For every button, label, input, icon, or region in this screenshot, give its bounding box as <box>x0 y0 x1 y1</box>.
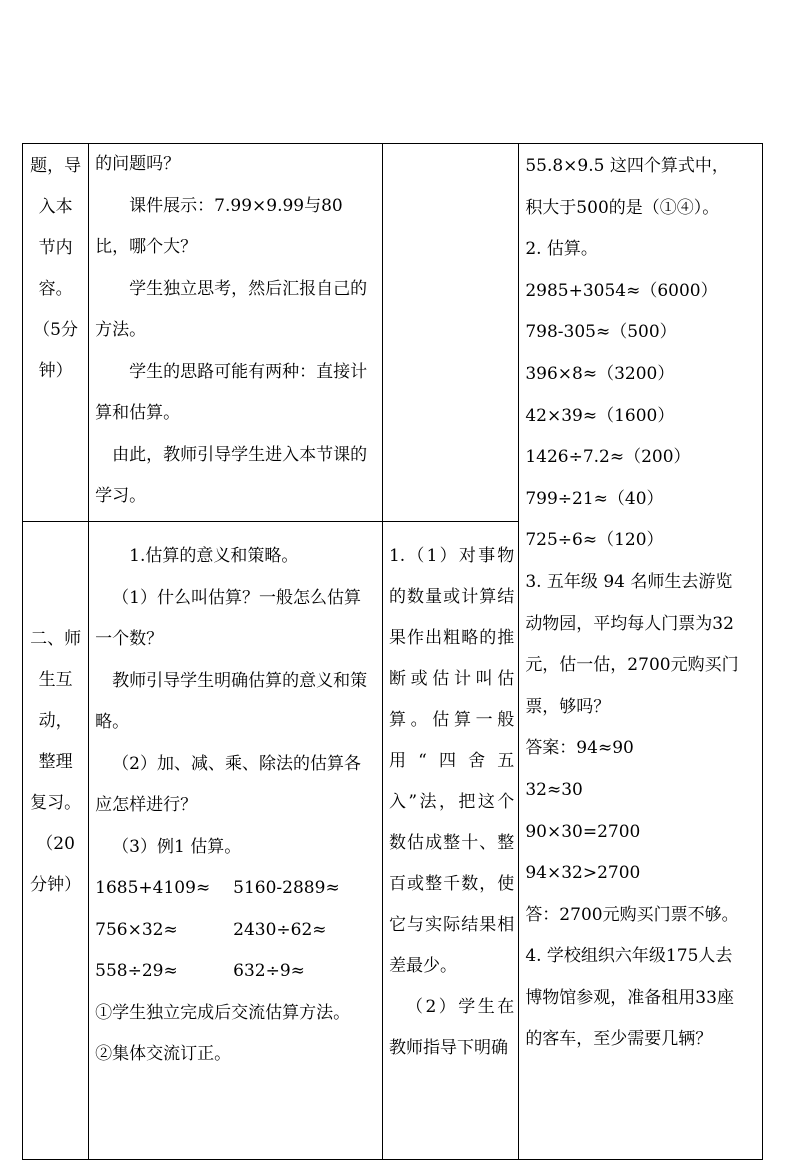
exercise-column <box>519 144 762 1060</box>
empty-cell <box>383 144 518 519</box>
stage-line: 入本 <box>38 197 73 217</box>
stage-line: 节内 <box>38 238 73 258</box>
paragraph: ①学生独立完成后交流估算方法。 <box>95 1002 351 1023</box>
exercise-line: 的客车，至少需要几辆？ <box>525 1029 713 1050</box>
stage-line: （5分 <box>33 320 78 340</box>
expression: 756×32≈ <box>95 919 178 940</box>
activity-text <box>89 522 382 1076</box>
stage-line: 复习。 <box>30 793 82 813</box>
notes-cell <box>382 144 518 522</box>
exercise-line: 32≈30 <box>525 779 583 800</box>
exercise-line: 2. 估算。 <box>525 239 598 260</box>
example-row <box>95 868 376 910</box>
exercise-line: 396×8≈（3200） <box>525 363 675 384</box>
stage-line: 容。 <box>38 279 73 299</box>
stage-line: 分钟） <box>30 875 82 895</box>
exercise-line: 799÷21≈（40） <box>525 488 664 509</box>
paragraph: 的问题吗？ <box>95 154 181 174</box>
exercise-line: 1426÷7.2≈（200） <box>525 447 691 468</box>
exercise-text <box>519 144 742 1060</box>
exercise-line: 2985+3054≈（6000） <box>525 280 718 301</box>
paragraph: 教师引导学生明确估算的意义和策略。 <box>95 670 368 732</box>
paragraph: 由此，教师引导学生进入本节课的学习。 <box>95 444 368 506</box>
exercise-line: 3. 五年级 94 名师生去游览 <box>525 571 733 592</box>
activity-cell <box>89 522 383 1160</box>
example-row <box>95 951 376 993</box>
exercise-line: 55.8×9.5 这四个算式中， <box>525 156 729 176</box>
exercise-line: 答案：94≈90 <box>525 738 634 759</box>
expression: 1685+4109≈ <box>95 878 211 898</box>
paragraph: 课件展示：7.99×9.99与80比，哪个大？ <box>95 195 343 257</box>
exercise-line: 798-305≈（500） <box>525 322 677 343</box>
expression: 5160-2889≈ <box>233 878 340 898</box>
lesson-plan-table <box>22 143 763 1160</box>
activity-cell <box>89 144 383 522</box>
paragraph: 学生独立思考，然后汇报自己的方法。 <box>95 278 368 340</box>
stage-line: 题，导 <box>30 156 82 176</box>
paragraph: 学生的思路可能有两种：直接计算和估算。 <box>95 361 368 423</box>
exercise-cell <box>519 144 763 1160</box>
exercise-line: 动物园，平均每人门票为32 <box>525 613 734 634</box>
stage-line: 二、师 <box>30 629 82 649</box>
example-row <box>95 910 376 952</box>
paragraph: 1.（1）对事物的数量或计算结果作出粗略的推断或估计叫估算。估算一般用“四舍五入”法，把这个数估成整十、整百或整千数，使它与实际结果相差最少。 <box>388 546 515 976</box>
stage-line: 钟） <box>38 361 73 381</box>
exercise-line: 积大于500的是（①④）。 <box>525 197 720 218</box>
stage-line: 动， <box>38 711 73 731</box>
table-row <box>23 144 763 522</box>
stage-label <box>23 522 88 1159</box>
stage-line: （20 <box>36 834 75 854</box>
exercise-line: 答：2700元购买门票不够。 <box>525 904 739 925</box>
exercise-line: 博物馆参观，准备租用33座 <box>525 987 734 1008</box>
paragraph: ②集体交流订正。 <box>95 1044 232 1064</box>
exercise-line: 725÷6≈（120） <box>525 530 664 551</box>
activity-text <box>89 144 382 519</box>
stage-label <box>23 144 88 521</box>
exercise-line: 90×30=2700 <box>525 821 641 842</box>
paragraph: （3）例1 估算。 <box>112 836 242 857</box>
paragraph: （2）学生在教师指导下明确 <box>388 997 515 1058</box>
paragraph: （2）加、减、乘、除法的估算各应怎样进行？ <box>95 753 361 815</box>
expression: 632÷9≈ <box>233 961 305 981</box>
notes-text <box>383 522 518 1076</box>
stage-cell <box>23 144 89 522</box>
exercise-line: 票，够吗？ <box>525 696 611 717</box>
expression: 558÷29≈ <box>95 961 178 981</box>
exercise-line: 94×32>2700 <box>525 863 641 884</box>
section-heading: 1.估算的意义和策略。 <box>129 546 299 566</box>
exercise-line: 元，估一估，2700元购买门 <box>525 655 739 676</box>
expression: 2430÷62≈ <box>233 919 327 940</box>
notes-cell <box>382 522 518 1160</box>
paragraph: （1）什么叫估算？一般怎么估算一个数？ <box>95 587 361 649</box>
stage-line: 整理 <box>38 752 73 772</box>
stage-cell <box>23 522 89 1160</box>
exercise-line: 4. 学校组织六年级175人去 <box>525 946 733 967</box>
exercise-line: 42×39≈（1600） <box>525 405 675 426</box>
stage-line: 生互 <box>38 670 73 690</box>
